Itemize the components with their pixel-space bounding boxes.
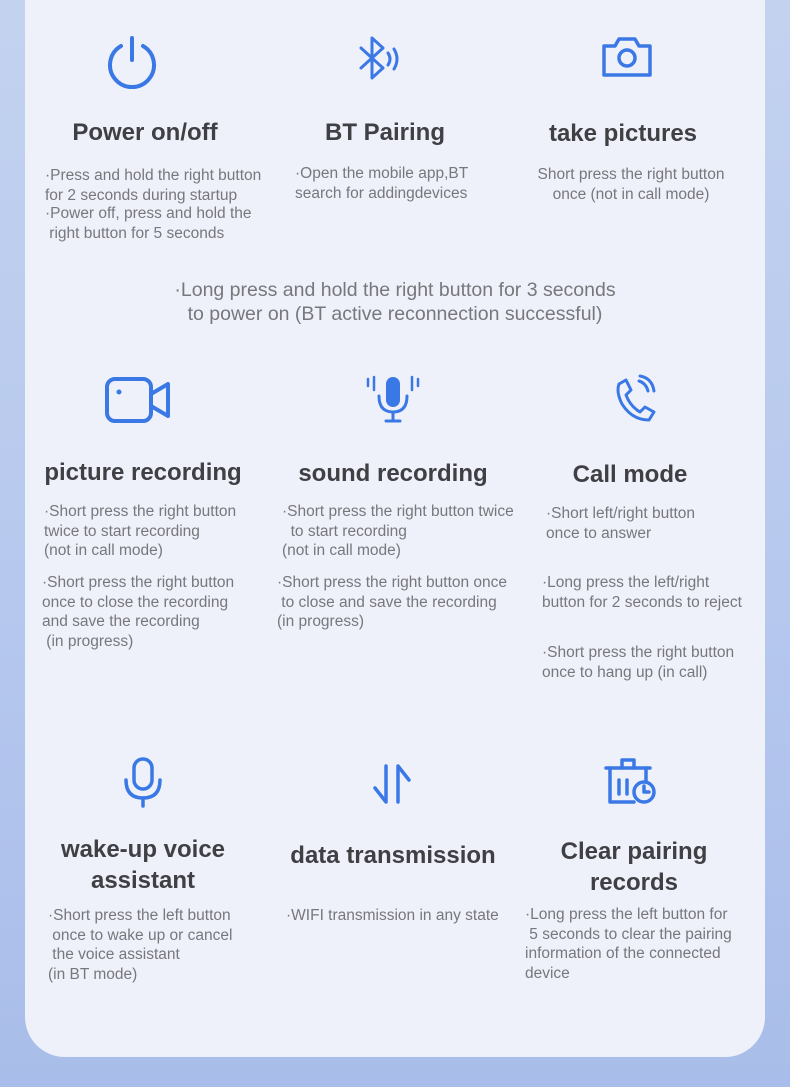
- clear-title: [534, 836, 734, 898]
- bluetooth-icon: [355, 34, 405, 84]
- wake-title: [40, 834, 246, 896]
- bt-title: BT Pairing: [324, 119, 445, 146]
- call-desc-answer: ·Short left/right button once to answer: [546, 505, 696, 542]
- sound-recording-desc-start: ·Short press the right button twice to start recording (not in call mode): [282, 503, 514, 559]
- trash-clock-icon: [604, 756, 660, 806]
- power-title: Power on/off: [72, 119, 218, 146]
- pictures-title: take pictures: [548, 120, 698, 147]
- microphone-waves-icon: [364, 374, 422, 426]
- power-icon: [104, 34, 160, 90]
- picture-recording-desc-start: ·Short press the right button twice to start recording (not in call mode): [44, 503, 237, 559]
- call-title: Call mode: [572, 461, 688, 488]
- call-desc-hangup: ·Short press the right button once to hang up (in call): [542, 644, 735, 681]
- power-desc-off: ·Power off, press and hold the right button for 5 seconds: [45, 205, 252, 242]
- sound-recording-desc-stop: ·Short press the right button once to close and save the recording (in progress): [277, 574, 508, 630]
- wake-title-line1: wake-up voice: [60, 836, 226, 863]
- camera-icon: [600, 36, 654, 78]
- call-desc-reject: ·Long press the left/right button for 2 seconds to reject: [542, 574, 742, 611]
- transfer-arrows-icon: [370, 762, 414, 806]
- clear-title-line1: Clear pairing: [560, 838, 708, 865]
- picture-recording-desc-stop: ·Short press the right button once to close the recording and save the recording (in progress): [42, 574, 235, 650]
- wake-desc: ·Short press the left button once to wake up or cancel the voice assistant (in BT mode): [48, 907, 233, 983]
- phone-icon: [612, 374, 658, 424]
- video-camera-icon: [104, 376, 172, 426]
- clear-title-line2: records: [589, 869, 679, 896]
- wake-title-line2: assistant: [90, 867, 196, 894]
- clear-desc: ·Long press the left button for 5 seconds to clear the pairing information of the connected device: [525, 906, 732, 982]
- sound-recording-title: sound recording: [298, 460, 488, 487]
- microphone-icon: [122, 756, 164, 808]
- data-title: data transmission: [290, 842, 496, 869]
- power-desc-startup: ·Press and hold the right button for 2 seconds during startup: [45, 167, 262, 204]
- pictures-desc: Short press the right button once (not in call mode): [537, 166, 725, 203]
- picture-recording-title: picture recording: [44, 459, 242, 486]
- data-desc: ·WIFI transmission in any state: [286, 907, 499, 924]
- power-on-note: ·Long press and hold the right button for 3 seconds to power on (BT active reconnection successful): [174, 279, 616, 325]
- bt-desc: ·Open the mobile app,BT search for addingdevices: [295, 165, 469, 202]
